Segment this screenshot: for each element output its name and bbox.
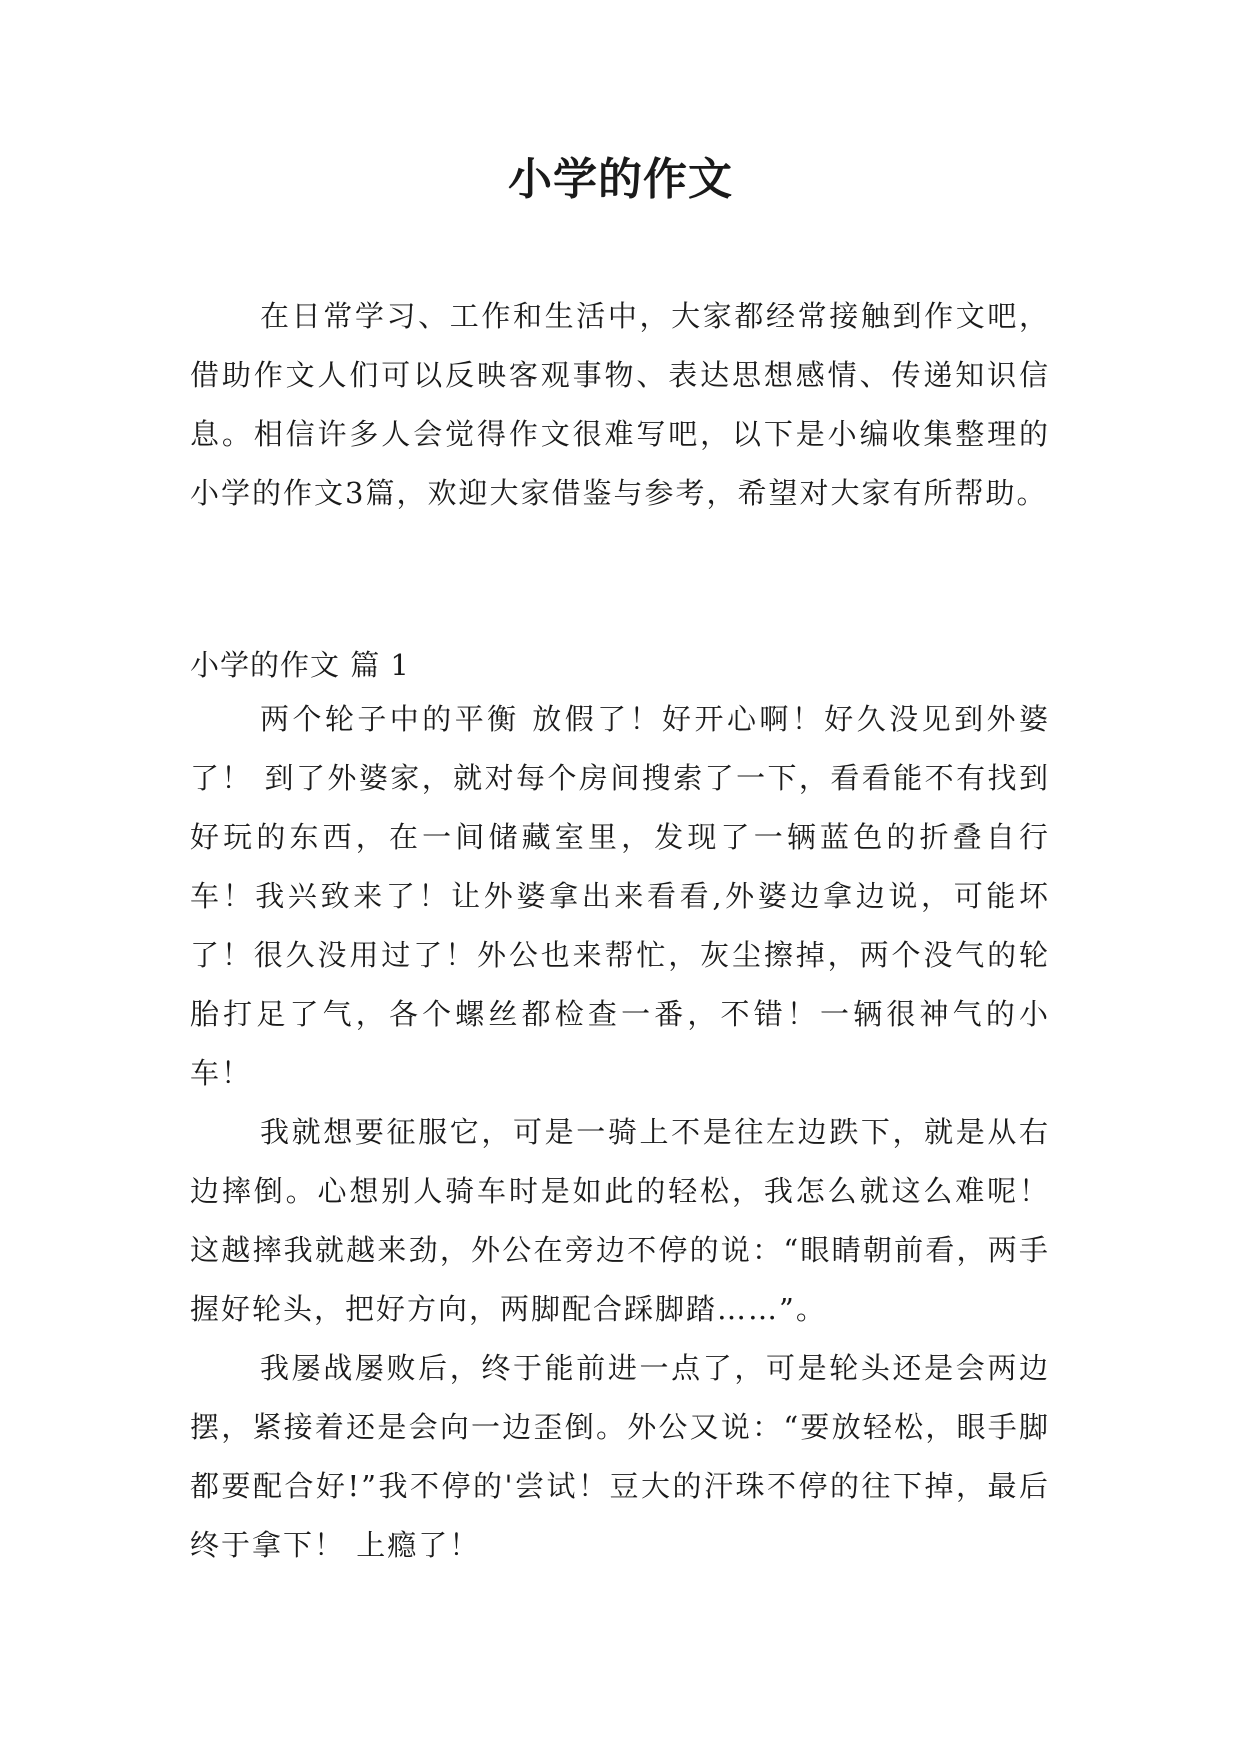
intro-paragraph: 在日常学习、工作和生活中，大家都经常接触到作文吧，借助作文人们可以反映客观事物、表达思想感情、传递知识信息。相信许多人会觉得作文很难写吧，以下是小编收集整理的小学的作文3篇，欢迎大家借鉴与参考，希望对大家有所帮助。 xyxy=(190,299,1050,510)
body-paragraph-1: 两个轮子中的平衡 放假了！好开心啊！好久没见到外婆了！ 到了外婆家，就对每个房间搜索了一下，看看能不有找到好玩的东西，在一间储藏室里，发现了一辆蓝色的折叠自行车！我兴致来了！让外婆拿出来看看,外婆边拿边说，可能坏了！很久没用过了！外公也来帮忙，灰尘擦掉，两个没气的轮胎打足了气，各个螺丝都检查一番，不错！一辆很神气的小车！ xyxy=(190,702,1050,1090)
section-heading: 小学的作文 篇 1 xyxy=(190,648,410,682)
document-title: 小学的作文 xyxy=(508,154,733,205)
body-paragraph-3: 我屡战屡败后，终于能前进一点了，可是轮头还是会两边摆，紧接着还是会向一边歪倒。外公又说：“要放轻松，眼手脚都要配合好!”我不停的'尝试！豆大的汗珠不停的往下掉，最后终于拿下！ 上瘾了！ xyxy=(190,1351,1050,1562)
body-paragraph-2: 我就想要征服它，可是一骑上不是往左边跌下，就是从右边摔倒。心想别人骑车时是如此的轻松，我怎么就这么难呢！这越摔我就越来劲，外公在旁边不停的说：“眼睛朝前看，两手握好轮头，把好方向，两脚配合踩脚踏……”。 xyxy=(190,1115,1050,1326)
